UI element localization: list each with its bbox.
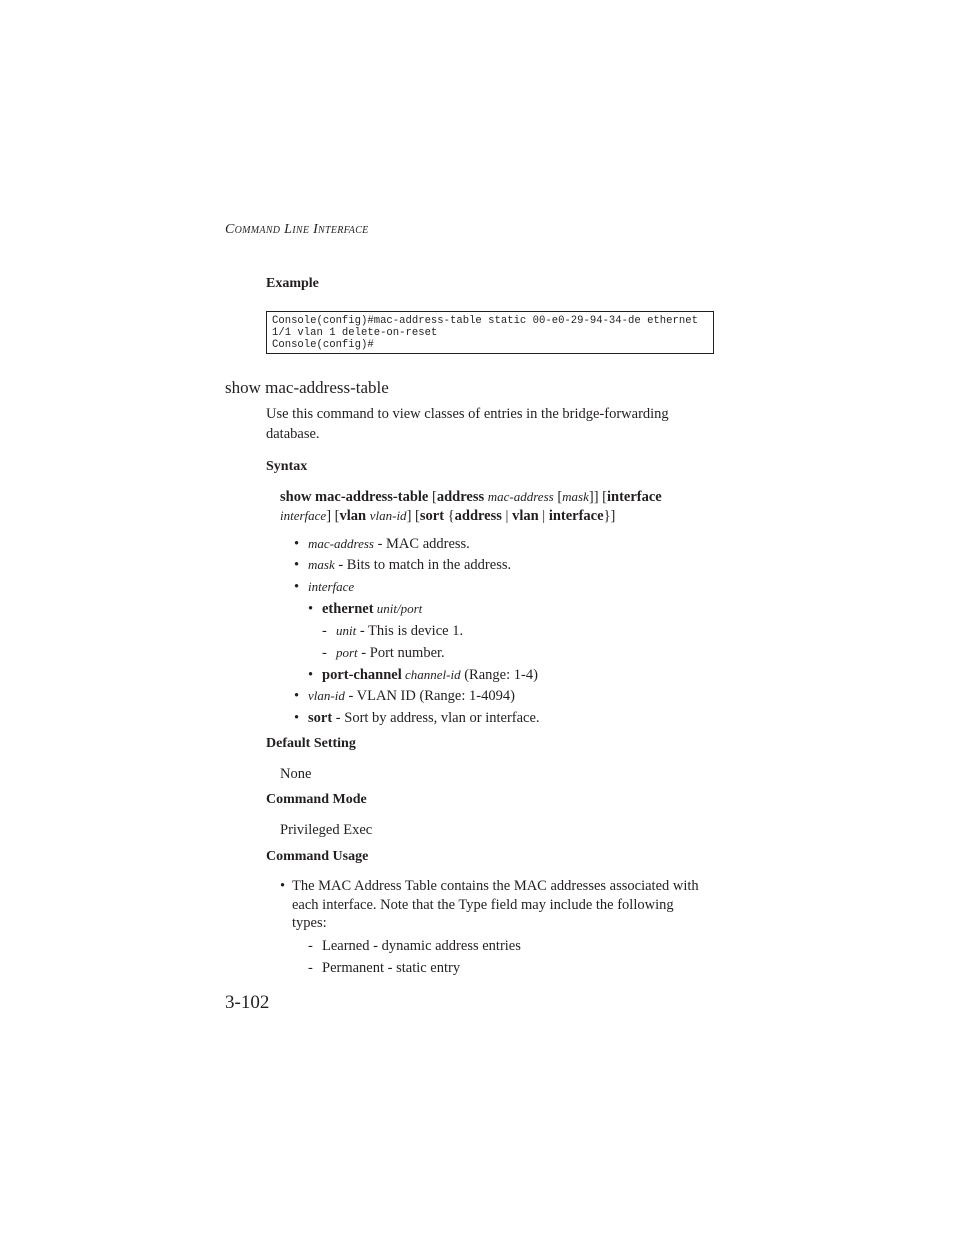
param-ethernet: • ethernet unit/port bbox=[308, 601, 423, 617]
param-mac-address: • mac-address - MAC address. bbox=[294, 536, 470, 552]
syntax-heading: Syntax bbox=[266, 459, 308, 474]
command-title: show mac-address-table bbox=[225, 378, 389, 397]
type-permanent: - Permanent - static entry bbox=[308, 960, 461, 976]
param-unit: - unit - This is device 1. bbox=[322, 623, 464, 639]
param-interface: • interface bbox=[294, 579, 355, 595]
syntax-line-1: show mac-address-table [address mac-address [mask]] [interface bbox=[280, 489, 662, 505]
command-usage-bullet: • The MAC Address Table contains the MAC addresses associated with each interface. Note that the Type field may include the following types: bbox=[280, 878, 699, 931]
running-header: COMMAND LINE INTERFACE bbox=[225, 222, 369, 237]
command-description: Use this command to view classes of entries in the bridge-forwarding database. bbox=[266, 406, 669, 442]
param-port-channel: • port-channel channel-id (Range: 1-4) bbox=[308, 667, 538, 683]
param-port: - port - Port number. bbox=[322, 645, 445, 661]
syntax-line-2: interface] [vlan vlan-id] [sort {address | vlan | interface}] bbox=[280, 508, 616, 524]
param-sort: • sort - Sort by address, vlan or interface. bbox=[294, 710, 540, 726]
code-line: Console(config)#mac-address-table static 00-e0-29-94-34-de ethernet bbox=[272, 315, 698, 327]
command-mode-value: Privileged Exec bbox=[280, 822, 373, 838]
default-setting-heading: Default Setting bbox=[266, 736, 356, 751]
command-usage-heading: Command Usage bbox=[266, 849, 369, 864]
page-number: 3-102 bbox=[225, 992, 270, 1013]
param-vlan-id: • vlan-id - VLAN ID (Range: 1-4094) bbox=[294, 688, 515, 704]
code-line: Console(config)# bbox=[272, 339, 374, 352]
command-mode-heading: Command Mode bbox=[266, 792, 367, 807]
default-setting-value: None bbox=[280, 766, 312, 782]
param-mask: • mask - Bits to match in the address. bbox=[294, 557, 512, 573]
type-learned: - Learned - dynamic address entries bbox=[308, 938, 521, 954]
code-example bbox=[266, 311, 714, 354]
code-line: 1/1 vlan 1 delete-on-reset bbox=[272, 327, 438, 340]
example-heading: Example bbox=[266, 276, 319, 291]
